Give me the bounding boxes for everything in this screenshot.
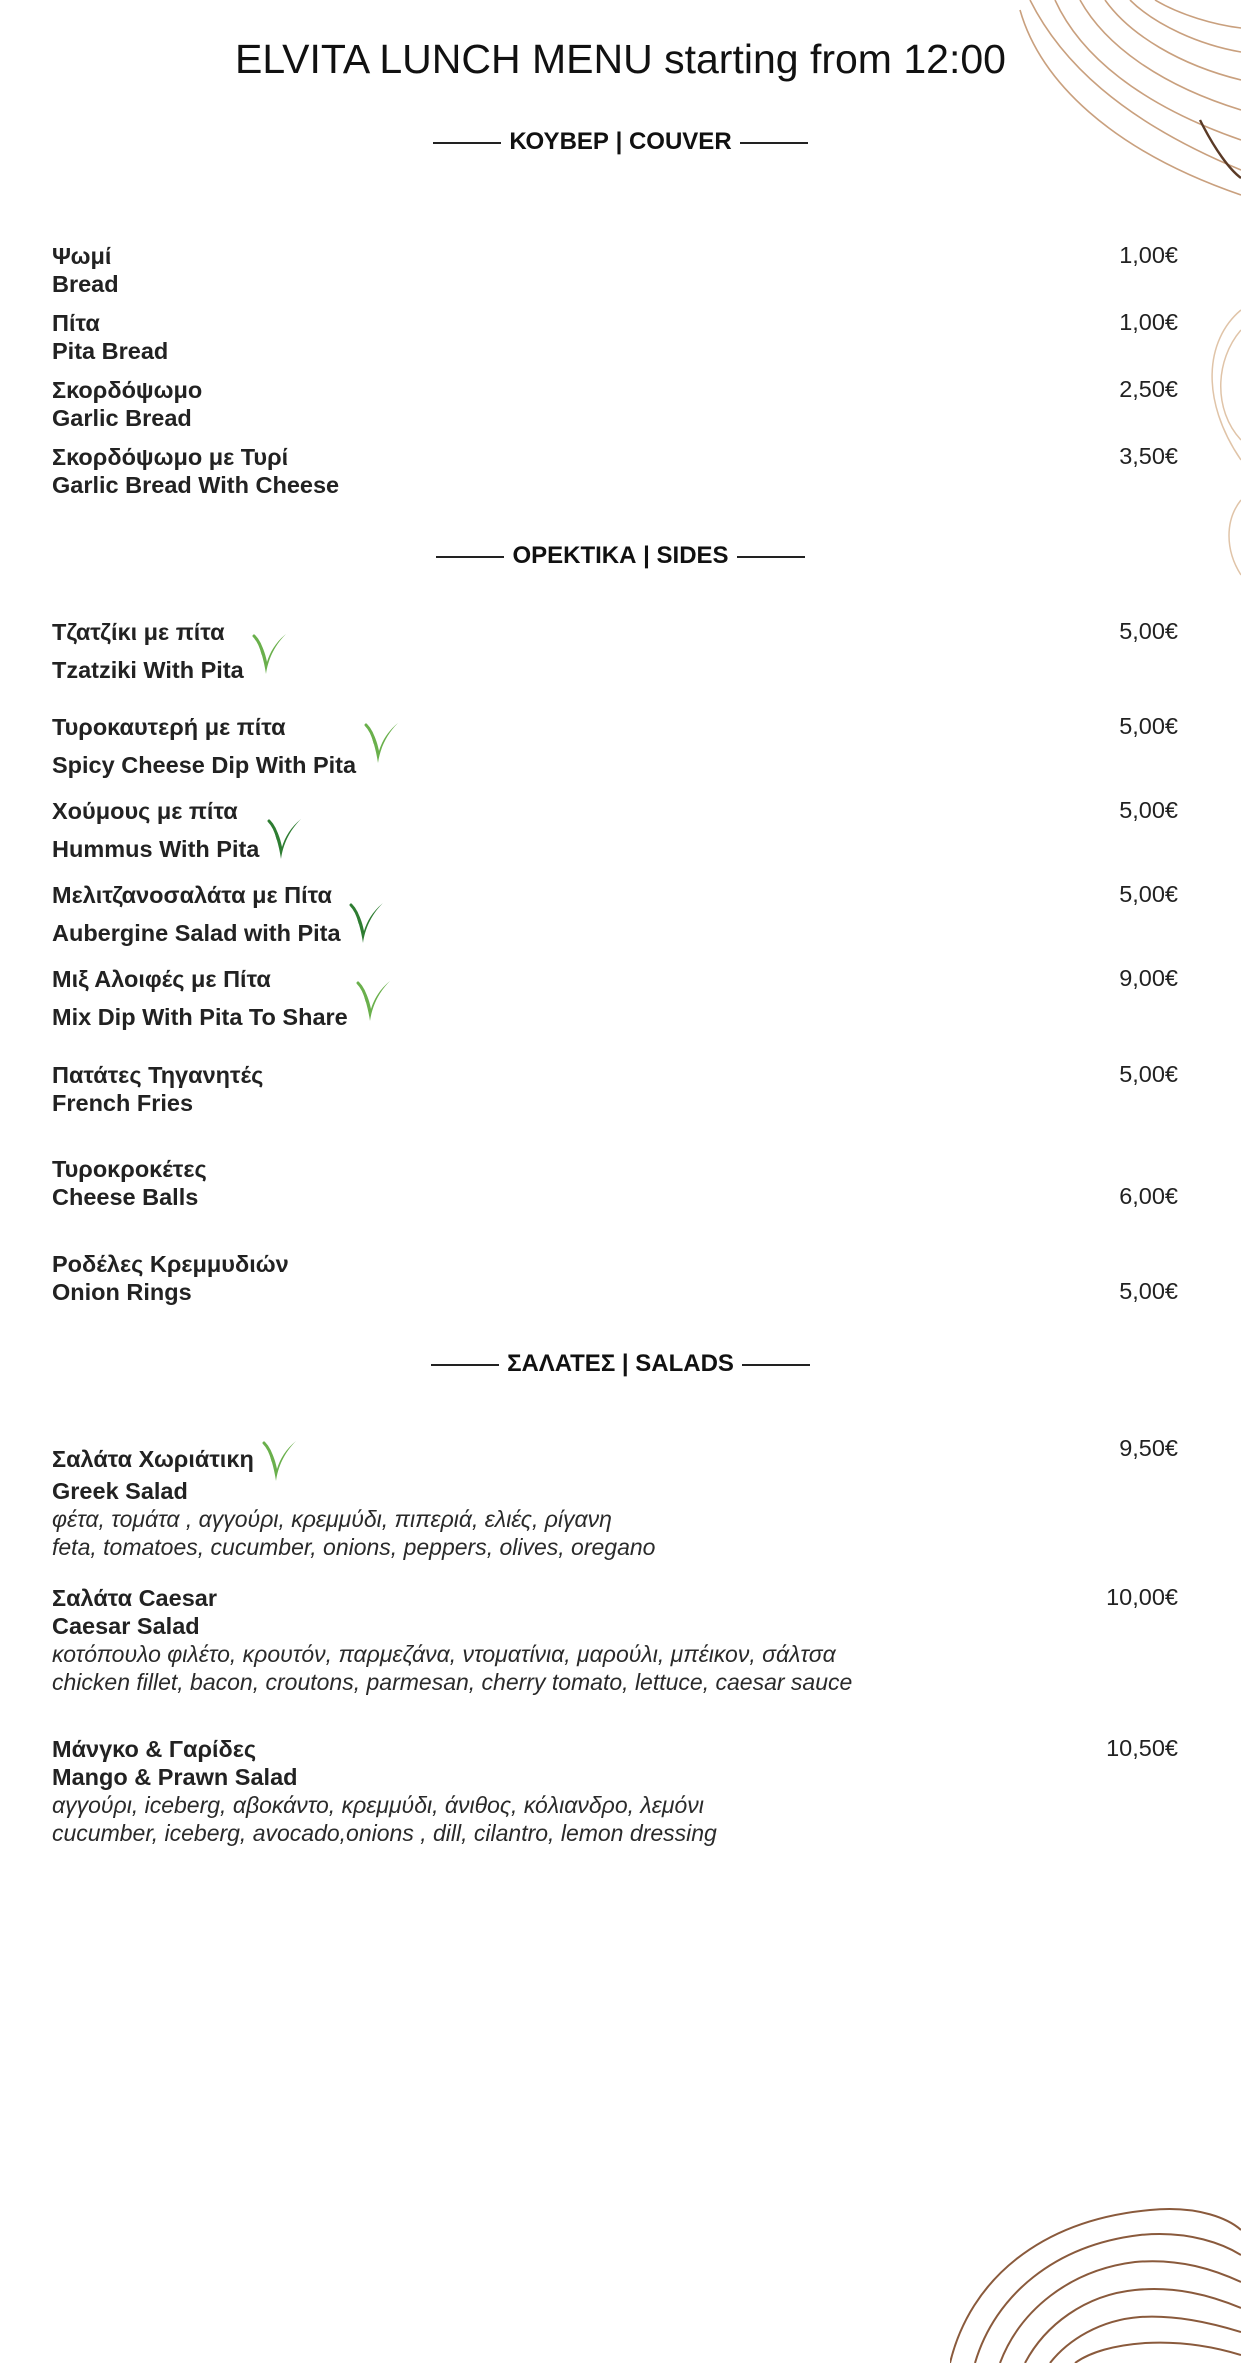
item-price: 1,00€ <box>1119 242 1178 268</box>
menu-item-cheese-balls <box>52 1155 1178 1211</box>
divider <box>433 142 501 144</box>
item-description-greek: αγγούρι, iceberg, αβοκάντο, κρεμμύδι, άνιθος, κόλιανδρο, λεμόνι <box>52 1792 704 1818</box>
item-name-greek: Χούμους με πίτα <box>52 798 238 824</box>
item-price: 3,50€ <box>1119 443 1178 469</box>
item-price: 5,00€ <box>1119 797 1178 823</box>
divider <box>436 556 504 558</box>
item-name-english: Mix Dip With Pita To Share <box>52 1004 348 1031</box>
vegetarian-leaf-icon <box>252 630 288 682</box>
section-header-salads <box>0 1350 1241 1378</box>
item-name-greek: Σκορδόψωμο <box>52 377 203 403</box>
divider <box>742 1364 810 1366</box>
item-name-english: Onion Rings <box>52 1279 192 1305</box>
menu-item-mango-prawn-salad <box>52 1735 1178 1847</box>
menu-item-french-fries <box>52 1061 1178 1117</box>
right-edge-leaf-ornament <box>1195 300 1241 580</box>
item-price: 9,50€ <box>1119 1435 1178 1461</box>
item-name-english: Garlic Bread <box>52 405 192 431</box>
item-name-english: Greek Salad <box>52 1478 188 1504</box>
item-price: 10,00€ <box>1106 1584 1178 1610</box>
menu-item-caesar-salad <box>52 1584 1178 1696</box>
vegetarian-leaf-icon <box>349 899 385 951</box>
item-description-greek: φέτα, τομάτα , αγγούρι, κρεμμύδι, πιπεριά, ελιές, ρίγανη <box>52 1506 612 1532</box>
item-price: 6,00€ <box>1119 1183 1178 1209</box>
vegetarian-leaf-icon <box>356 977 392 1029</box>
section-title-sides: ΟΡΕΚΤΙΚΑ | SIDES <box>512 542 729 569</box>
section-title-couver: ΚΟΥΒΕΡ | COUVER <box>509 128 732 155</box>
bottom-right-leaf-ornament <box>950 2200 1241 2363</box>
divider <box>737 556 805 558</box>
menu-item-pita-bread <box>52 309 1178 365</box>
item-name-greek: Μάνγκο & Γαρίδες <box>52 1736 257 1762</box>
menu-item-garlic-bread <box>52 376 1178 432</box>
menu-item-greek-salad <box>52 1435 1178 1561</box>
item-name-english: Caesar Salad <box>52 1613 200 1639</box>
vegetarian-leaf-icon <box>262 1437 298 1489</box>
item-price: 1,00€ <box>1119 309 1178 335</box>
section-header-couver <box>0 128 1241 156</box>
item-description-english: feta, tomatoes, cucumber, onions, peppers, olives, oregano <box>52 1534 656 1560</box>
item-description-greek: κοτόπουλο φιλέτο, κρουτόν, παρμεζάνα, ντοματίνια, μαρούλι, μπέικον, σάλτσα <box>52 1641 836 1667</box>
divider <box>740 142 808 144</box>
item-name-english: Bread <box>52 271 119 297</box>
item-name-greek: Ψωμί <box>52 243 112 269</box>
item-price: 5,00€ <box>1119 618 1178 644</box>
menu-title: ELVITA LUNCH MENU starting from 12:00 <box>235 36 1006 82</box>
item-price: 5,00€ <box>1119 1061 1178 1087</box>
menu-item-tzatziki <box>52 618 1178 698</box>
menu-item-bread <box>52 242 1178 298</box>
item-name-english: Tzatziki With Pita <box>52 657 244 684</box>
item-name-greek: Πίτα <box>52 310 100 336</box>
item-name-english: Garlic Bread With Cheese <box>52 472 340 498</box>
item-name-english: Spicy Cheese Dip With Pita <box>52 752 357 779</box>
item-price: 10,50€ <box>1106 1735 1178 1761</box>
vegetarian-leaf-icon <box>364 719 400 771</box>
item-price: 5,00€ <box>1119 881 1178 907</box>
item-name-greek: Μελιτζανοσαλάτα με Πίτα <box>52 882 332 908</box>
item-name-greek: Τυροκαυτερή με πίτα <box>52 714 286 740</box>
menu-item-hummus <box>52 797 1178 877</box>
vegetarian-leaf-icon <box>267 815 303 867</box>
item-name-english: French Fries <box>52 1090 194 1116</box>
item-name-greek: Τζατζίκι με πίτα <box>52 619 225 645</box>
menu-item-garlic-bread-cheese <box>52 443 1178 499</box>
top-right-leaf-ornament <box>1000 0 1241 200</box>
item-name-greek: Μιξ Αλοιφές με Πίτα <box>52 966 271 992</box>
item-name-english: Cheese Balls <box>52 1184 199 1210</box>
item-name-greek: Τυροκροκέτες <box>52 1156 207 1182</box>
section-header-sides <box>0 542 1241 570</box>
item-name-english: Aubergine Salad with Pita <box>52 920 341 947</box>
item-name-english: Pita Bread <box>52 338 169 364</box>
item-price: 5,00€ <box>1119 713 1178 739</box>
item-name-english: Mango & Prawn Salad <box>52 1764 298 1790</box>
item-name-english: Hummus With Pita <box>52 836 260 863</box>
item-price: 5,00€ <box>1119 1278 1178 1304</box>
item-name-greek: Σαλάτα Caesar <box>52 1585 217 1611</box>
item-price: 2,50€ <box>1119 376 1178 402</box>
item-name-greek: Σκορδόψωμο με Τυρί <box>52 444 289 470</box>
divider <box>431 1364 499 1366</box>
menu-item-spicy-cheese-dip <box>52 713 1178 793</box>
item-name-greek: Ροδέλες Κρεμμυδιών <box>52 1251 289 1277</box>
menu-item-mix-dip <box>52 965 1178 1045</box>
section-title-salads: ΣΑΛΑΤΕΣ | SALADS <box>507 1350 734 1377</box>
menu-item-aubergine-salad <box>52 881 1178 961</box>
item-description-english: chicken fillet, bacon, croutons, parmesan, cherry tomato, lettuce, caesar sauce <box>52 1669 853 1695</box>
item-description-english: cucumber, iceberg, avocado,onions , dill, cilantro, lemon dressing <box>52 1820 717 1846</box>
menu-item-onion-rings <box>52 1250 1178 1306</box>
item-name-greek: Πατάτες Τηγανητές <box>52 1062 264 1088</box>
item-price: 9,00€ <box>1119 965 1178 991</box>
item-name-greek: Σαλάτα Χωριάτικη <box>52 1446 254 1473</box>
